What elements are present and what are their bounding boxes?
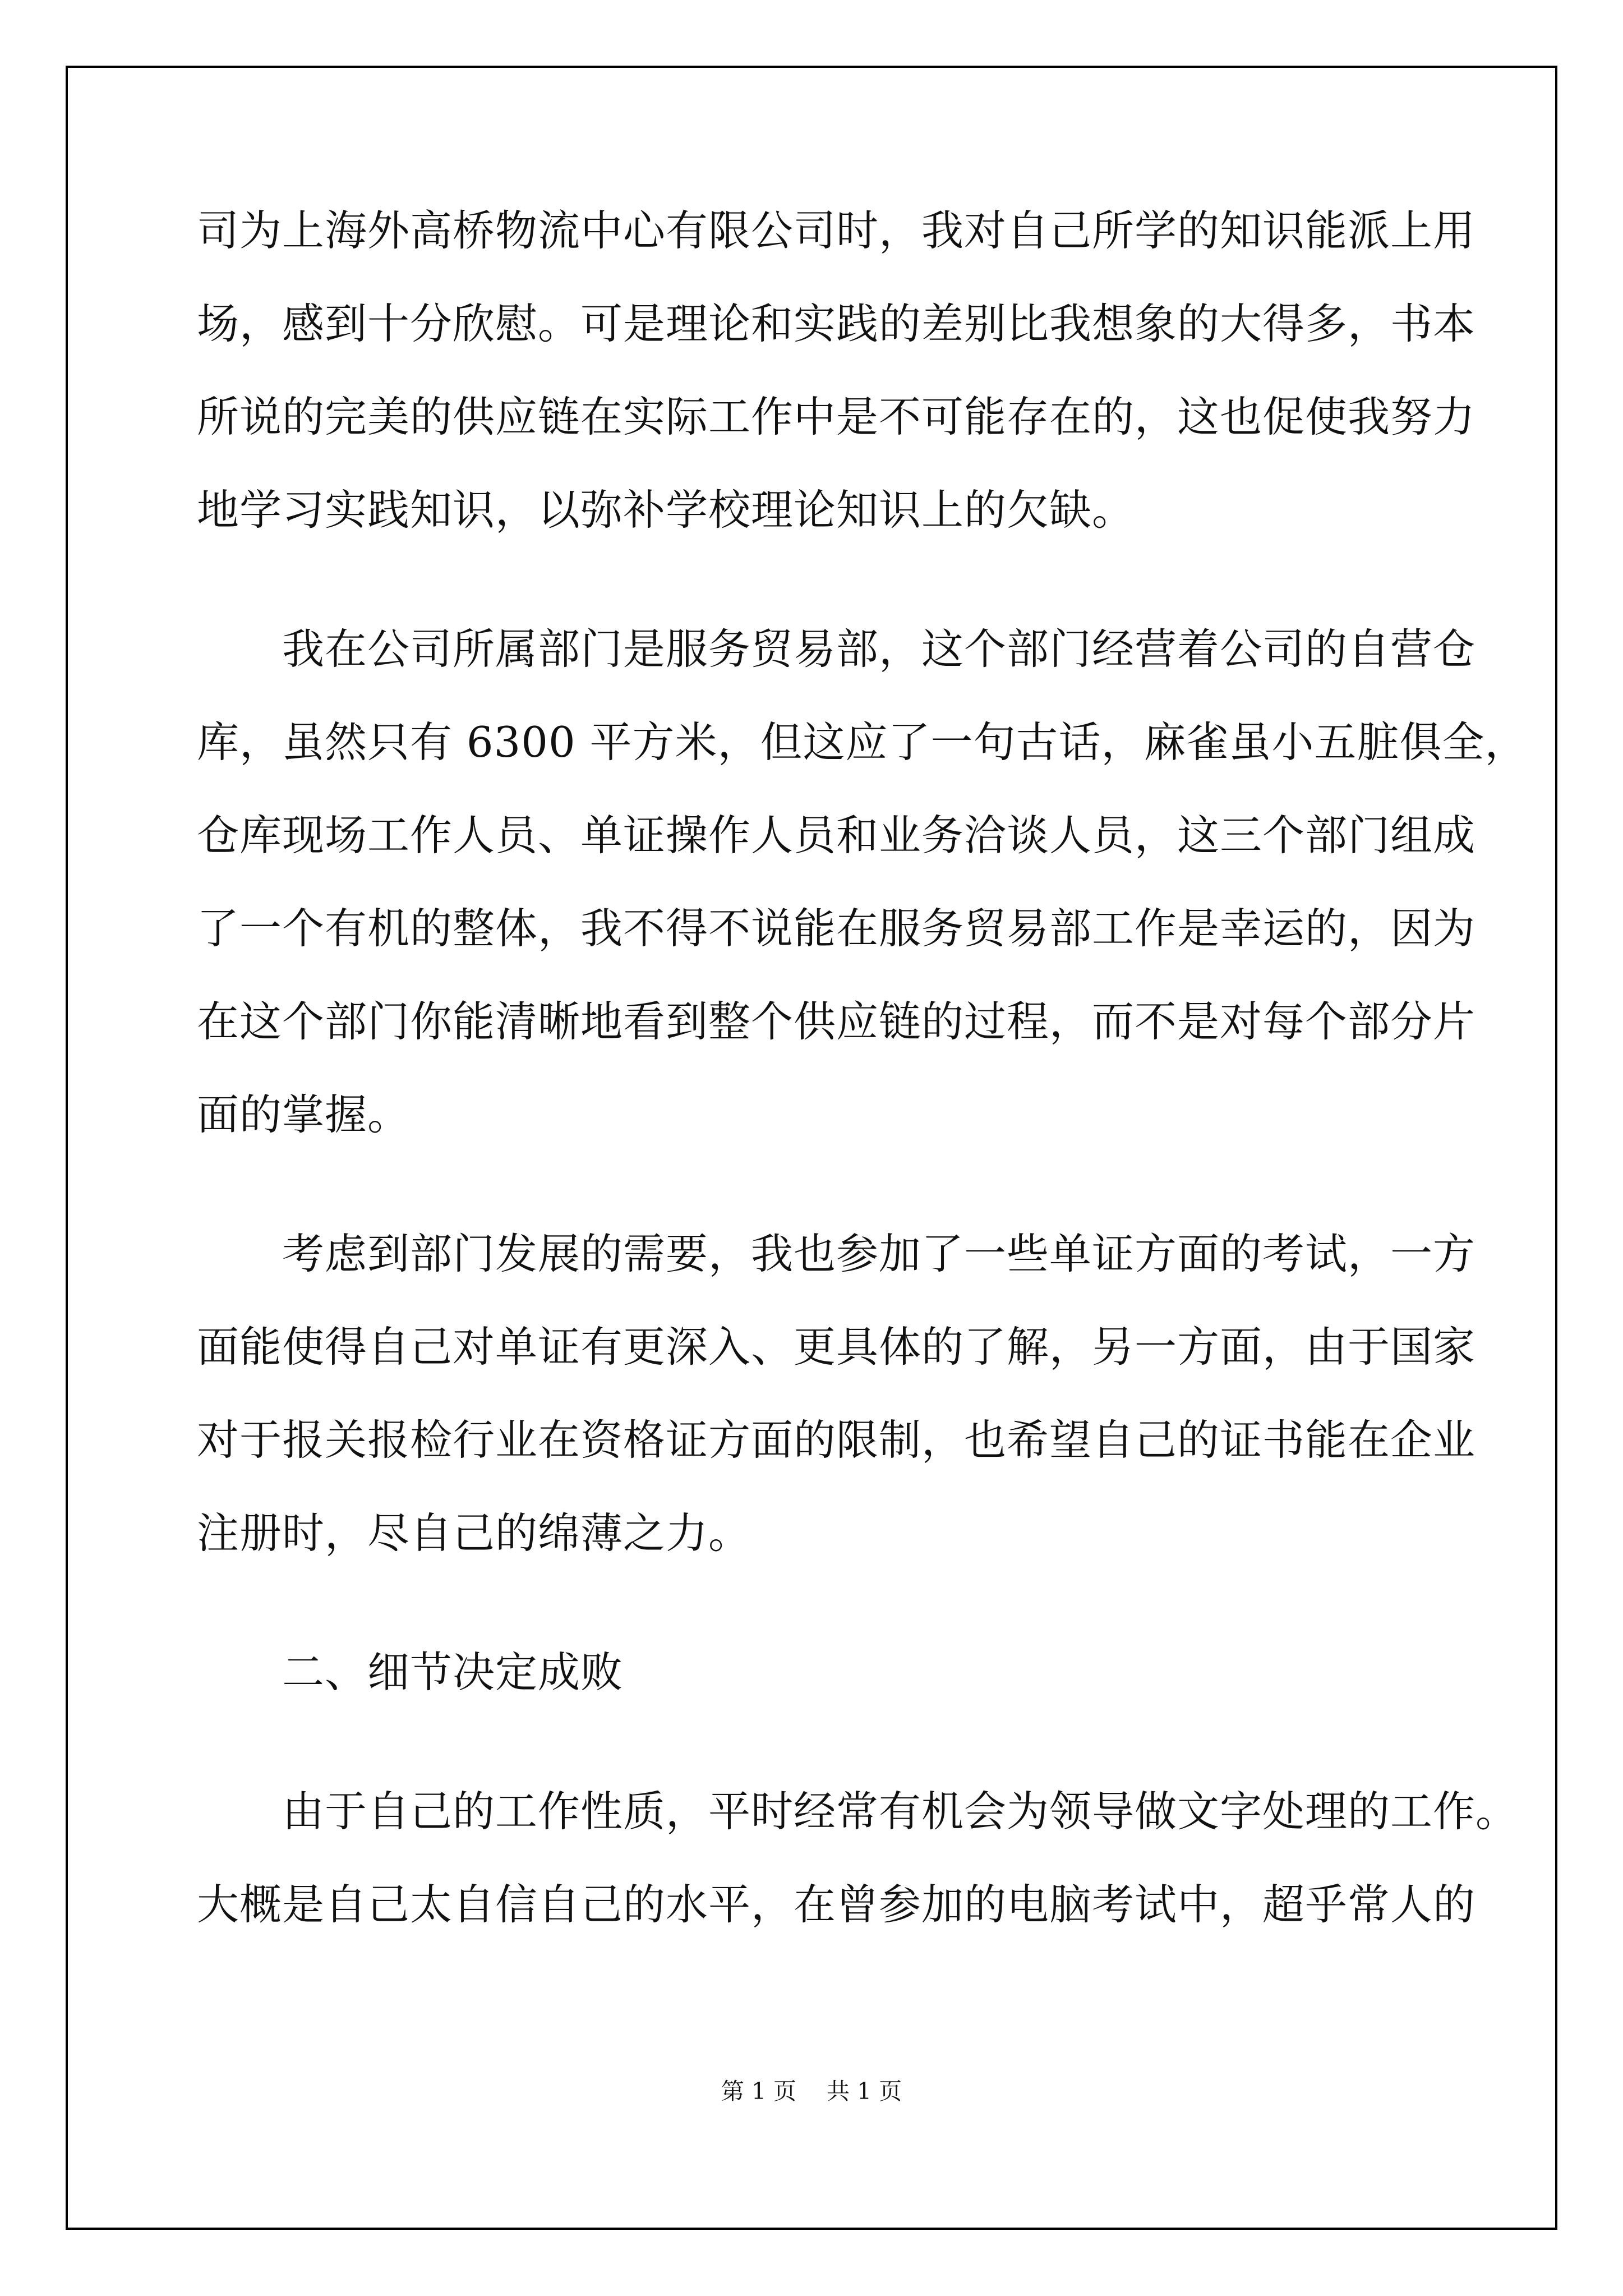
section-heading: 二、细节决定成败 bbox=[197, 1648, 624, 1697]
text-line: 面能使得自己对单证有更深入、更具体的了解，另一方面，由于国家 bbox=[197, 1322, 1476, 1372]
text-line: 由于自己的工作性质，平时经常有机会为领导做文字处理的工作。 bbox=[197, 1787, 1519, 1836]
text-line: 场，感到十分欣慰。可是理论和实践的差别比我想象的大得多，书本 bbox=[197, 299, 1476, 348]
text-line: 所说的完美的供应链在实际工作中是不可能存在的，这也促使我努力 bbox=[197, 392, 1476, 441]
text-line: 大概是自己太自信自己的水平，在曾参加的电脑考试中，超乎常人的 bbox=[197, 1880, 1476, 1929]
text-line: 仓库现场工作人员、单证操作人员和业务洽谈人员，这三个部门组成 bbox=[197, 811, 1476, 860]
text-line: 司为上海外高桥物流中心有限公司时，我对自己所学的知识能派上用 bbox=[197, 206, 1476, 255]
text-line: 我在公司所属部门是服务贸易部，这个部门经营着公司的自营仓 bbox=[197, 624, 1476, 674]
text-line: 注册时，尽自己的绵薄之力。 bbox=[197, 1508, 751, 1558]
page-number-footer: 第 1 页 共 1 页 bbox=[721, 2078, 902, 2105]
text-line: 在这个部门你能清晰地看到整个供应链的过程，而不是对每个部分片 bbox=[197, 997, 1476, 1046]
text-line: 对于报关报检行业在资格证方面的限制，也希望自己的证书能在企业 bbox=[197, 1415, 1476, 1465]
text-line: 库，虽然只有 6300 平方米，但这应了一句古话，麻雀虽小五脏俱全， bbox=[197, 717, 1528, 767]
text-line: 地学习实践知识，以弥补学校理论知识上的欠缺。 bbox=[197, 485, 1135, 535]
text-line: 了一个有机的整体，我不得不说能在服务贸易部工作是幸运的，因为 bbox=[197, 904, 1476, 953]
text-line: 面的掌握。 bbox=[197, 1090, 411, 1139]
text-line: 考虑到部门发展的需要，我也参加了一些单证方面的考试，一方 bbox=[197, 1229, 1476, 1278]
